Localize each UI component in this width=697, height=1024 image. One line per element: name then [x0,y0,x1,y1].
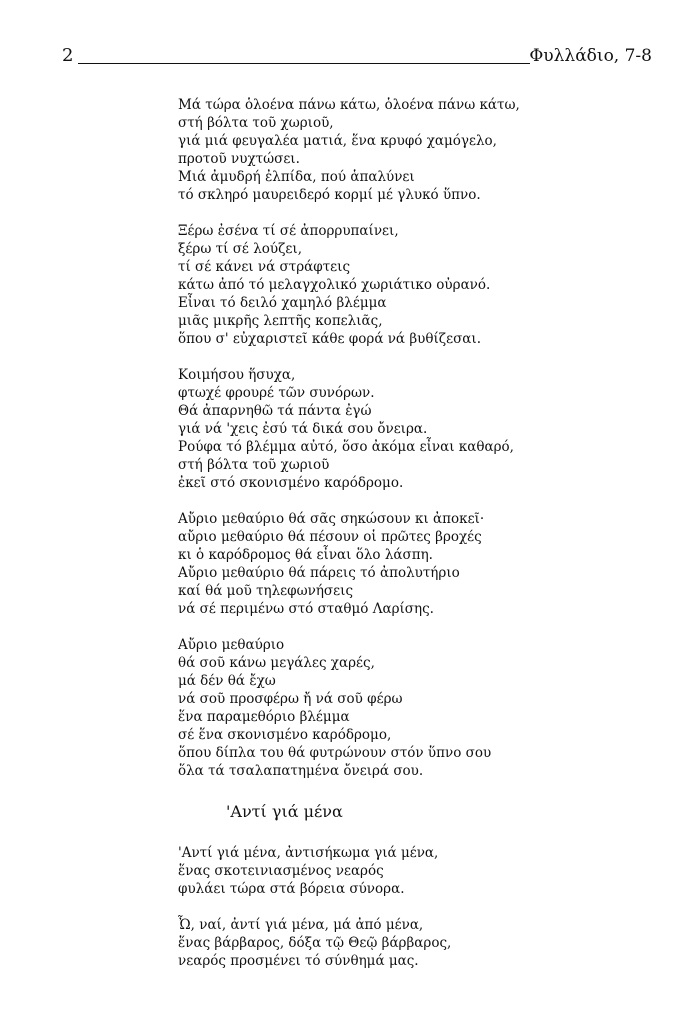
poem-line: ἕνας βάρβαρος, δόξα τῷ Θεῷ βάρβαρος, [178,935,452,951]
stanza-2 [178,222,648,348]
second-poem-stanza-1 [178,844,648,898]
page-number: 2 [62,45,74,66]
poem-line: Μιά ἀμυδρή ἐλπίδα, πού ἁπαλύνει [178,169,415,185]
poem-line: Αὔριο μεθαύριο θά σᾶς σηκώσουν κι ἀποκεῖ· [178,511,485,527]
poem-body [178,96,648,988]
poem-title: 'Αντί γιά μένα [226,802,343,821]
poem-line: ὅπου σ' εὐχαριστεῖ κάθε φορά νά βυθίζεσαι. [178,331,481,347]
poem-line: προτοῦ νυχτώσει. [178,151,300,167]
stanza-4 [178,510,648,618]
poem-line: κι ὁ καρόδρομος θά εἶναι ὅλο λάσπη. [178,547,433,563]
poem-line: νά σοῦ προσφέρω ἤ νά σοῦ φέρω [178,691,403,707]
poem-line: ξέρω τί σέ λούζει, [178,241,303,257]
stanza-5 [178,636,648,780]
poem-line: σέ ἕνα σκονισμένο καρόδρομο, [178,727,392,743]
header-rule [78,63,530,64]
poem-line: ἐκεῖ στό σκονισμένο καρόδρομο. [178,475,404,491]
poem-line: Κοιμήσου ἥσυχα, [178,367,296,383]
poem-line: φτωχέ φρουρέ τῶν συνόρων. [178,385,375,401]
poem-line: νά σέ περιμένω στό σταθμό Λαρίσης. [178,601,434,617]
poem-line: Ὦ, ναί, ἀντί γιά μένα, μά ἀπό μένα, [178,917,424,933]
poem-line: Ξέρω ἐσένα τί σέ ἀπορρυπαίνει, [178,223,399,239]
poem-line: Εἶναι τό δειλό χαμηλό βλέμμα [178,295,387,311]
poem-line: ἕνας σκοτεινιασμένος νεαρός [178,863,384,879]
poem-line: τί σέ κάνει νά στράφτεις [178,259,351,275]
poem-line: Θά ἀπαρνηθῶ τά πάντα ἐγώ [178,403,372,419]
stanza-1 [178,96,648,204]
poem-line: γιά νά 'χεις ἐσύ τά δικά σου ὄνειρα. [178,421,428,437]
poem-line: ἕνα παραμεθόριο βλέμμα [178,709,350,725]
poem-line: καί θά μοῦ τηλεφωνήσεις [178,583,353,599]
poem-line: νεαρός προσμένει τό σύνθημά μας. [178,953,419,969]
poem-line: φυλάει τώρα στά βόρεια σύνορα. [178,881,405,897]
poem-line: ὅπου δίπλα του θά φυτρώνουν στόν ὕπνο σου [178,745,492,761]
poem-line: 'Αντί γιά μένα, ἀντισήκωμα γιά μένα, [178,845,439,861]
poem-line: Αὔριο μεθαύριο [178,637,285,653]
poem-line: Ρούφα τό βλέμμα αὐτό, ὅσο ἀκόμα εἶναι καθαρό, [178,439,514,455]
poem-line: κάτω ἀπό τό μελαγχολικό χωριάτικο οὐρανό. [178,277,491,293]
poem-line: ὅλα τά τσαλαπατημένα ὄνειρά σου. [178,763,424,779]
poem-line: Αὔριο μεθαύριο θά πάρεις τό ἀπολυτήριο [178,565,460,581]
page-header [62,44,652,70]
poem-line: θά σοῦ κάνω μεγάλες χαρές, [178,655,375,671]
poem-line: στή βόλτα τοῦ χωριοῦ [178,457,330,473]
poem-line: αὔριο μεθαύριο θά πέσουν οἱ πρῶτες βροχές [178,529,482,545]
second-poem-stanza-2 [178,916,648,970]
stanza-3 [178,366,648,492]
poem-line: γιά μιά φευγαλέα ματιά, ἕνα κρυφό χαμόγελο, [178,133,497,149]
poem-line: μιᾶς μικρῆς λεπτῆς κοπελιᾶς, [178,313,383,329]
poem-line: τό σκληρό μαυρειδερό κορμί μέ γλυκό ὕπνο. [178,187,481,203]
poem-line: Μά τώρα ὁλοένα πάνω κάτω, ὁλοένα πάνω κάτω, [178,97,520,113]
running-title: Φυλλάδιο, 7-8 [529,46,652,66]
poem-line: στή βόλτα τοῦ χωριοῦ, [178,115,334,131]
poem-line: μά δέν θά ἔχω [178,673,276,689]
